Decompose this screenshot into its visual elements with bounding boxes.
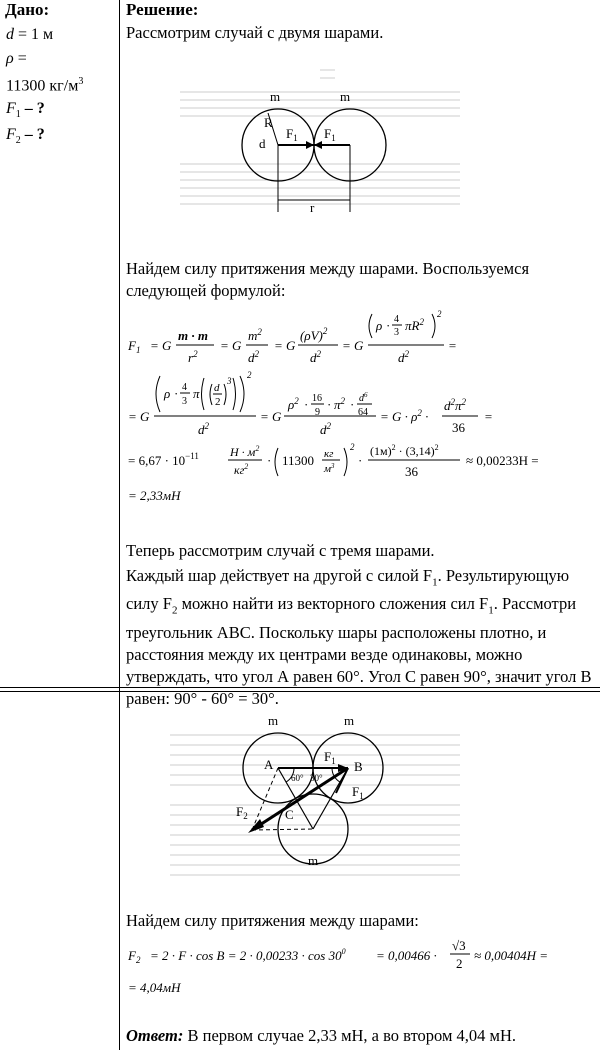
eq-d2-c xyxy=(398,349,410,365)
given-f1-sub: 1 xyxy=(15,109,21,121)
fig1-F-right xyxy=(324,126,336,143)
eq-result: = 2,33мН xyxy=(128,488,181,503)
eq-R-exp: 2 xyxy=(419,317,424,327)
fig1-F-right-sub: 1 xyxy=(331,133,336,143)
eq-l3-dot1: · xyxy=(267,453,272,468)
eq-l2-G: G xyxy=(140,409,150,424)
eq-d-c-exp: 2 xyxy=(404,349,409,359)
p3-sub-a: 1 xyxy=(432,576,438,589)
eq-l2-den-exp: 2 xyxy=(204,421,209,431)
eq-d-b: d xyxy=(310,350,317,365)
fig2-m-A: m xyxy=(268,713,279,728)
p3-part-c: можно найти из векторного сложения сил F xyxy=(177,594,489,614)
eq-l2-d2-exp: 2 xyxy=(450,397,455,407)
fig2-F2-sub: 2 xyxy=(243,811,248,821)
eq-l2-dot2: · xyxy=(304,397,309,412)
eq-rho2: ρ xyxy=(376,318,383,333)
given-f1-unknown: – ? xyxy=(24,100,45,117)
eq-l3-exp: −11 xyxy=(185,451,199,461)
eq-l2-paren-6 xyxy=(240,376,244,412)
eq-three-a: 3 xyxy=(394,327,399,338)
fig2-m-B: m xyxy=(344,713,355,728)
eq-rhoV-exp: 2 xyxy=(322,326,328,336)
figure-three-spheres xyxy=(160,705,480,900)
eq-l2-four: 4 xyxy=(182,382,187,393)
force-arrow-left xyxy=(314,141,322,149)
eq-l3-exp2: 2 xyxy=(350,442,355,452)
given-rho-number: 11300 кг/м xyxy=(6,77,79,95)
eq-l2-paren-3 xyxy=(210,384,212,405)
eq2-F2-sub: 2 xyxy=(135,955,141,965)
eq-l3-kgm3-den xyxy=(323,462,335,475)
eq-l3-1m-exp: 2 xyxy=(391,443,396,452)
paragraph-explanation xyxy=(126,565,596,710)
eq2-F2-label: F xyxy=(128,948,136,963)
eq-l3-approx: ≈ 0,00233Н = xyxy=(466,453,539,468)
eq-F1 xyxy=(127,338,140,355)
eq-F1-label: F xyxy=(128,338,136,353)
eq-l3-lead xyxy=(128,451,199,468)
eq-dot-a: · xyxy=(386,318,391,333)
eq-l3-m3-exp: 3 xyxy=(331,462,335,470)
eq2-den2: 2 xyxy=(456,956,463,971)
p3-sub-c: 1 xyxy=(488,604,494,617)
eq-m-sq-exp: 2 xyxy=(257,327,262,337)
eq-l2-exp2: 2 xyxy=(247,370,252,380)
solution-intro: Рассмотрим случай с двумя шарами. xyxy=(126,23,384,42)
eq-l2-rho2 xyxy=(287,396,299,412)
eq-l2-36: 36 xyxy=(452,420,465,435)
eq-l2-eq: = G xyxy=(128,409,150,424)
eq-big-paren-2 xyxy=(432,314,435,338)
fig2-F2-label: F xyxy=(236,804,244,819)
eq-l3-kg-text: кг xyxy=(234,463,245,477)
eq-d-a-exp: 2 xyxy=(254,349,259,359)
eq-r: r xyxy=(188,350,194,365)
eq-l2-paren-2 xyxy=(202,378,205,410)
given-d-value: = 1 м xyxy=(18,26,54,43)
fig1-m-left: m xyxy=(270,89,281,104)
fig2-60: 60° xyxy=(291,773,304,783)
table-divider-vertical xyxy=(119,0,120,1050)
eq-G2: G xyxy=(232,338,242,353)
eq-l3-m3: м xyxy=(324,463,332,475)
given-header: Дано: xyxy=(5,0,50,19)
eq-l2-64: 64 xyxy=(358,407,368,418)
equation-block-1 xyxy=(120,308,595,508)
eq-l2-dot4: · xyxy=(350,397,355,412)
eq-l3-H: Н xyxy=(230,445,239,459)
eq-l3-314: (3,14) xyxy=(405,444,435,458)
eq-eq-G4: = G xyxy=(342,338,364,353)
eq-l3-36: 36 xyxy=(405,464,418,479)
eq-l2-dot: · xyxy=(174,386,179,401)
eq-l2-den2 xyxy=(320,421,332,437)
fig2-30: 30° xyxy=(310,773,323,783)
eq-l2-2: 2 xyxy=(215,396,221,408)
eq-l2-rho-sq-exp: 2 xyxy=(294,396,299,406)
given-d-label: d xyxy=(6,26,14,43)
paragraph-three-spheres: Теперь рассмотрим случай с тремя шарами. xyxy=(126,541,435,560)
given-rho-eq: = xyxy=(17,50,27,67)
eq-big-paren-1 xyxy=(369,314,372,338)
eq-l2-16: 16 xyxy=(312,393,322,404)
eq-l2-dot3: · xyxy=(327,397,332,412)
fig2-F1-top-sub: 1 xyxy=(331,756,336,766)
eq-big-exp-1: 2 xyxy=(437,309,442,319)
fig1-F-left xyxy=(286,126,298,143)
fig2-F1-right-label: F xyxy=(352,784,360,799)
p3-sub-b: 2 xyxy=(171,604,178,617)
eq-l3-m-exp: 2 xyxy=(255,444,260,453)
figure1-background-lines xyxy=(180,70,460,204)
given-f1 xyxy=(6,98,45,126)
fig2-F1-top-label: F xyxy=(324,749,332,764)
given-f2 xyxy=(6,124,45,152)
fig2-A: A xyxy=(264,757,274,772)
eq-l3-dot3: · xyxy=(395,444,406,458)
eq-m2: m xyxy=(197,328,208,343)
eq-G3: G xyxy=(286,338,296,353)
fig2-F1-right-sub: 1 xyxy=(359,791,364,801)
eq2-F2 xyxy=(127,948,141,965)
eq-l2-9: 9 xyxy=(315,407,320,418)
eq-d2-b xyxy=(310,349,322,365)
eq-l3-314-exp: 2 xyxy=(434,443,439,452)
given-rho-exp: 3 xyxy=(78,76,84,87)
eq2-line1b: = 0,00466 · xyxy=(376,948,437,963)
eq-d-a: d xyxy=(248,350,255,365)
eq-l2-rho3: ρ xyxy=(411,409,418,424)
given-f2-label: F xyxy=(6,126,16,143)
eq-l2-eq2: = G xyxy=(260,409,282,424)
paragraph-second-force: Найдем силу притяжения между шарами: xyxy=(126,911,419,930)
fig1-F-right-label: F xyxy=(324,126,332,141)
eq-l3-1m: (1м) xyxy=(370,444,392,458)
eq-l2-pi: π xyxy=(193,386,200,401)
eq-l2-den2-exp: 2 xyxy=(326,421,331,431)
eq-l2-pi3-exp: 2 xyxy=(461,397,467,407)
eq-l2-paren-4 xyxy=(224,384,226,405)
eq-l2-pi2 xyxy=(334,396,346,412)
fig1-F-left-label: F xyxy=(286,126,294,141)
fig2-m-C: m xyxy=(308,853,319,868)
eq-piR2 xyxy=(405,317,424,333)
eq2-line2: = 4,04мН xyxy=(128,980,181,995)
eq-l2-three: 3 xyxy=(182,396,187,407)
given-rho-label: ρ xyxy=(6,50,14,67)
eq-m-sq: m xyxy=(248,328,258,343)
eq-l2-rho: ρ xyxy=(164,386,171,401)
fig1-m-right: m xyxy=(340,89,351,104)
eq-l2-d6-exp: 6 xyxy=(364,391,368,399)
eq-l3-units: $Н \cdot м^2$ xyxy=(230,444,260,459)
p3-part-a: Каждый шар действует на другой с силой F xyxy=(126,566,433,585)
eq-mm: m · m xyxy=(178,328,208,343)
eq-l3-m: м xyxy=(247,445,256,459)
answer-label: Ответ: xyxy=(126,1026,184,1045)
p3-part-b: . Результирующую силу F xyxy=(126,566,570,614)
eq-l2-pi-sq-exp: 2 xyxy=(340,396,346,406)
eq-pi-a: π xyxy=(405,318,412,333)
eq-l2-eq3: = $G \cdot \rho^2$ · xyxy=(380,408,429,424)
eq-l3-kgm3-num: кг xyxy=(324,448,334,460)
eq-l3-11300: 11300 xyxy=(282,453,315,468)
eq-l3-kg-exp: 2 xyxy=(244,462,249,471)
eq-l2-d2: d xyxy=(444,398,451,413)
eq2-line1c: ≈ 0,00404Н = xyxy=(474,948,549,963)
eq-l2-d2pi2 xyxy=(444,397,467,413)
given-f2-unknown: – ? xyxy=(24,126,45,143)
eq-l3-paren-1 xyxy=(275,448,278,476)
dashed-2 xyxy=(252,829,313,830)
eq-l3-num xyxy=(370,443,439,458)
eq-G1: G xyxy=(162,338,172,353)
fig2-F2 xyxy=(236,804,248,821)
eq-l3-lead-text: = 6,67 · 10 xyxy=(128,453,186,468)
eq-l2-paren-1 xyxy=(156,376,160,412)
given-rho-value xyxy=(6,71,83,97)
fig1-F-left-sub: 1 xyxy=(293,133,298,143)
eq-l2-den xyxy=(198,421,210,437)
eq-d-b-exp: 2 xyxy=(316,349,321,359)
eq-l2-rho-sq: ρ xyxy=(288,397,295,412)
figure-two-spheres xyxy=(160,60,480,230)
equation-block-2 xyxy=(120,932,595,1002)
fig2-C: C xyxy=(285,807,294,822)
eq2-deg: 0 xyxy=(341,947,346,956)
eq-G4: G xyxy=(354,338,364,353)
given-f1-label: F xyxy=(6,100,16,117)
answer-line xyxy=(126,1025,596,1047)
eq-l2-den2-d: d xyxy=(320,422,327,437)
eq-l2-den-d: d xyxy=(198,422,205,437)
eq-four-a: 4 xyxy=(394,314,399,325)
eq-rhoV: $(\rho V)^2$ xyxy=(300,326,328,343)
given-d xyxy=(6,24,53,46)
eq-eq-G2: = G xyxy=(220,338,242,353)
eq-l2-trailing: = xyxy=(484,409,493,424)
eq-r-exp: 2 xyxy=(193,349,198,359)
eq-l2-paren-5 xyxy=(233,378,236,410)
eq-r2 xyxy=(188,349,198,365)
fig1-R: R xyxy=(264,115,273,130)
eq2-line1-text: = 2 · F · cos B = 2 · 0,00233 · cos 30 xyxy=(150,948,342,963)
eq-trailing-eq: = xyxy=(448,338,457,353)
eq-eq-G3: = G xyxy=(274,338,296,353)
eq-m2-num xyxy=(248,327,262,343)
fig2-F1-top xyxy=(324,749,336,766)
answer-text: В первом случае 2,33 мН, а во втором 4,04 мН. xyxy=(183,1026,517,1045)
eq-l2-d6 xyxy=(359,391,368,404)
eq-rho1: ρ xyxy=(304,328,311,343)
eq-l2-pi3: π xyxy=(455,398,462,413)
eq-l2-rho3-exp: 2 xyxy=(417,408,422,418)
eq-m1: m xyxy=(178,328,189,343)
eq2-line1 xyxy=(150,947,346,963)
p3-part-d: . Рассмотри треугольник АВС. Поскольку шары расположены плотно, и расстояния между их центрами везде одинаковы, можно утверждать, что угол А равен 60°. Угол С равен 90°, значит угол В равен: 90° - 60° = 30°. xyxy=(126,594,592,708)
eq-d2-a xyxy=(248,349,260,365)
fig1-r: r xyxy=(310,200,315,215)
paragraph-formula-intro: Найдем силу притяжения между шарами. Воспользуемся следующей формулой: xyxy=(126,259,530,300)
eq-R: R xyxy=(411,318,420,333)
fig2-B: B xyxy=(354,759,363,774)
given-f2-sub: 2 xyxy=(15,135,21,147)
eq-l3-kg xyxy=(234,462,248,477)
eq-V: V xyxy=(310,328,319,343)
fig2-F1-right xyxy=(352,784,364,801)
solution-header: Решение: xyxy=(126,0,199,19)
fig1-d: d xyxy=(259,136,266,151)
eq-eq-G1: = G xyxy=(150,338,172,353)
eq-l2-dot5: · xyxy=(421,409,429,424)
eq-l2-G3: G xyxy=(392,409,402,424)
force-arrow-right xyxy=(306,141,314,149)
eq-l3-paren-2 xyxy=(344,448,347,476)
eq-l2-d6-base: d xyxy=(359,393,364,404)
given-rho xyxy=(6,48,27,70)
eq-l2-exp3: 3 xyxy=(227,376,232,386)
eq-F1-sub: 1 xyxy=(135,345,141,355)
eq-l3-dot2: · xyxy=(358,453,363,468)
eq-l2-pi-sq: π xyxy=(334,397,341,412)
eq-l2-d: d xyxy=(214,382,220,394)
eq2-sqrt3: √3 xyxy=(452,938,466,953)
eq-d-c: d xyxy=(398,350,405,365)
eq-l2-G2: G xyxy=(272,409,282,424)
